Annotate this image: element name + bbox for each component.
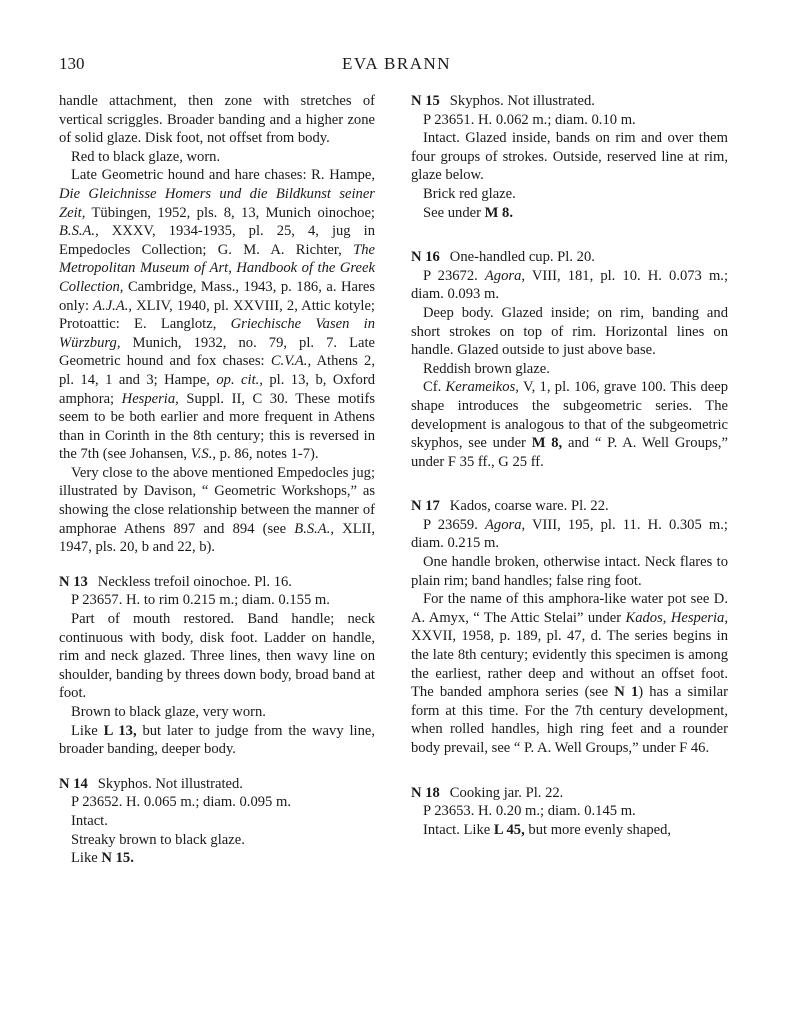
entry-description: Intact. Glazed inside, bands on rim and over them four groups of strokes. Outside, reserved line at rim, glaze below.	[411, 130, 728, 184]
entry-meta: P 23659. Agora, VIII, 195, pl. 11. H. 0.305 m.; diam. 0.215 m.	[411, 516, 728, 552]
left-column	[59, 92, 375, 868]
page-number: 130	[59, 54, 85, 73]
entry-meta: P 23652. H. 0.065 m.; diam. 0.095 m.	[71, 794, 291, 811]
entry-description: One handle broken, otherwise intact. Neck flares to plain rim; band handles; false ring foot.	[411, 554, 728, 589]
entry-note: See under M 8.	[423, 204, 513, 221]
running-head: EVA BRANN	[341, 54, 452, 73]
entry-id: N 17	[411, 498, 440, 515]
entry-heading	[411, 497, 728, 516]
entry-note: Cf. Kerameikos, V, 1, pl. 106, grave 100. This deep shape introduces the subgeometric series. The development is analogous to that of the subgeometric skyphos, see under M 8, and “ P. A. Well Groups,” under F 35 ff., G 25 ff.	[411, 379, 728, 470]
entry-description: Part of mouth restored. Band handle; neck continuous with body, disk foot. Ladder on handle, rim and neck glazed. Three lines, then wavy line on shoulder, banding by threes down body, broad band at foot.	[59, 611, 375, 702]
entry-title: Kados, coarse ware. Pl. 22.	[449, 498, 609, 515]
reference-paragraph: Late Geometric hound and hare chases: R. Hampe, Die Gleichnisse Homers und die Bildkunst seiner Zeit, Tübingen, 1952, pls. 8, 13, Munich oinochoe; B.S.A., XXXV, 1934-1935, pl. 25, 4, jug in Empedocles Collection; G. M. A. Richter, The Metropolitan Museum of Art, Handbook of the Greek Collection, Cambridge, Mass., 1943, p. 186, a. Hares only: A.J.A., XLIV, 1940, pl. XXVIII, 2, Attic kotyle; Protoattic: E. Langlotz, Griechische Vasen in Würzburg, Munich, 1932, no. 79, pl. 7. Late Geometric hound and fox chases: C.V.A., Athens 2, pl. 14, 1 and 3; Hampe, op. cit., pl. 13, b, Oxford amphora; Hesperia, Suppl. II, C 30. These motifs seem to be both earlier and more frequent in Athens than in Corinth in the 8th century; this is reversed in the 7th (see Johansen, V.S., p. 86, notes 1-7).	[59, 167, 376, 463]
entry-glaze: Streaky brown to black glaze.	[71, 831, 245, 848]
glaze-note: Red to black glaze, worn.	[71, 148, 221, 165]
entry-meta: P 23657. H. to rim 0.215 m.; diam. 0.155 m.	[71, 592, 330, 609]
continuation-paragraph: handle attachment, then zone with stretches of vertical scriggles. Broader banding and a higher zone of solid glaze. Disk foot, not offset from body.	[59, 93, 375, 147]
entry-id: N 15	[411, 93, 440, 109]
entry-glaze: Brick red glaze.	[423, 185, 516, 202]
entry-title: Neckless trefoil oinochoe. Pl. 16.	[97, 573, 292, 590]
entry-title: Cooking jar. Pl. 22.	[449, 784, 564, 801]
entry-note: Like N 15.	[71, 850, 134, 867]
entry-description: Intact.	[71, 812, 108, 829]
entry-description: Intact. Like L 45, but more evenly shaped,	[423, 821, 672, 838]
comparison-paragraph: Very close to the above mentioned Empedocles jug; illustrated by Davison, “ Geometric Workshops,” as showing the close relationship between the manner of amphorae Athens 897 and 894 (see B.S.A., XLII, 1947, pls. 20, b and 22, b).	[59, 464, 375, 556]
entry-glaze: Brown to black glaze, very worn.	[71, 704, 266, 720]
catalog-entry-n15	[411, 92, 728, 222]
catalog-entry-n14	[59, 775, 375, 868]
catalog-entry-n13	[59, 573, 375, 759]
page-header	[59, 54, 734, 78]
entry-title: Skyphos. Not illustrated.	[97, 775, 243, 792]
catalog-entry-n16	[411, 248, 728, 471]
catalog-entry-n18	[411, 784, 728, 840]
catalog-entry-n17	[411, 497, 728, 757]
entry-meta: P 23653. H. 0.20 m.; diam. 0.145 m.	[423, 803, 636, 820]
entry-heading	[59, 775, 375, 794]
entry-id: N 13	[59, 573, 88, 590]
entry-meta: P 23651. H. 0.062 m.; diam. 0.10 m.	[423, 111, 636, 128]
entry-id: N 14	[59, 775, 88, 792]
entry-note: Like L 13, but later to judge from the wavy line, broader banding, deeper body.	[59, 722, 375, 758]
entry-glaze: Reddish brown glaze.	[423, 360, 550, 377]
entry-heading	[411, 92, 728, 111]
entry-description: Deep body. Glazed inside; on rim, banding and short strokes on top of rim. Horizontal lines on handle. Glazed outside to just above base.	[411, 304, 728, 359]
entry-heading	[59, 573, 375, 592]
entry-note: For the name of this amphora-like water pot see D. A. Amyx, “ The Attic Stelai” under Kados, Hesperia, XXVII, 1958, p. 189, pl. 47, d. The series begins in the late 8th century; evidently this specimen is among the earliest, rather deep and without an offset foot. The banded amphora series (see N 1) has a similar form at this time. For the 7th century development, when rolled handles, high ring feet and a rounder body prevail, see “ P. A. Well Groups,” under F 46.	[411, 591, 728, 756]
entry-id: N 18	[411, 784, 440, 801]
entry-heading	[411, 248, 728, 267]
entry-title: One-handled cup. Pl. 20.	[449, 249, 595, 266]
right-column	[411, 92, 728, 839]
entry-meta: P 23672. Agora, VIII, 181, pl. 10. H. 0.073 m.; diam. 0.093 m.	[411, 267, 728, 303]
entry-title: Skyphos. Not illustrated.	[449, 93, 595, 109]
entry-heading	[411, 784, 728, 803]
entry-id: N 16	[411, 249, 440, 266]
